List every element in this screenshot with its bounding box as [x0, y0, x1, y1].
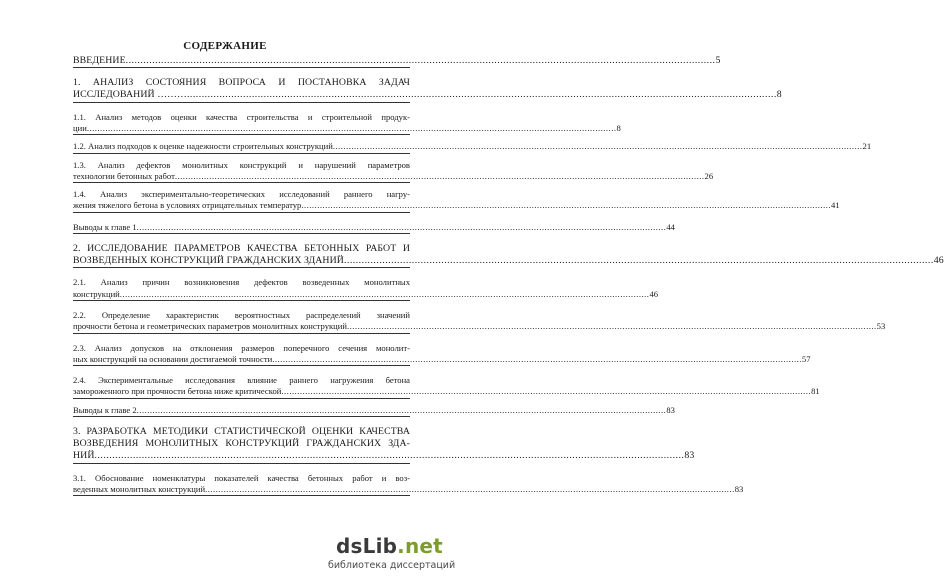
toc-entry-text: ИССЛЕДОВАНИЙ ……… — [73, 89, 187, 101]
toc-entry[interactable] — [73, 472, 744, 497]
toc-entry-text: технологии бетонных работ — [73, 170, 175, 181]
toc-leader-dots: ........................................................................................................................................................................................................ — [205, 483, 735, 494]
toc-page-number: 53 — [876, 321, 886, 332]
toc-entry-text: ных конструкций на основании достигаемой точности — [73, 353, 273, 364]
entry-spacer — [73, 234, 410, 243]
toc-entry[interactable] — [73, 277, 659, 301]
toc-entry-line — [73, 483, 744, 496]
toc-entry-line — [73, 122, 621, 135]
toc-entry-text: 2.3. Анализ допусков на отклонения размеров поперечного сечения монолит- — [73, 342, 410, 353]
toc-entry-text: 1.3. Анализ дефектов монолитных конструкций и нарушений параметров — [73, 159, 410, 170]
toc-entry[interactable] — [73, 404, 675, 417]
toc-entry[interactable] — [73, 55, 721, 68]
toc-entry-line — [73, 221, 675, 234]
toc-entry-text: прочности бетона и геометрических параметров монолитных конструкций — [73, 321, 347, 332]
toc-leader-dots: ........................................................................................................................................................................................................ — [136, 404, 667, 415]
toc-entry[interactable] — [73, 342, 811, 367]
toc-entry-line — [73, 404, 675, 417]
toc-entry-text: ции — [73, 122, 87, 133]
toc-entry-text: 1.4. Анализ экспериментально-теоретических исследований раннего нагру- — [73, 189, 410, 200]
toc-page-number: 46 — [649, 288, 659, 299]
toc-leader-dots: ........................................................................................................................................................................................................ — [119, 288, 650, 299]
toc-entry-text: ВОЗВЕДЕННЫХ КОНСТРУКЦИЙ ГРАЖДАНСКИХ ЗДАНИЙ — [73, 255, 344, 267]
toc-entry-text: жения тяжелого бетона в условиях отрицательных температур — [73, 200, 302, 211]
toc-entry-line — [73, 141, 872, 153]
toc-leader-dots: ........................................................................................................................................................................................................ — [125, 55, 716, 66]
toc-entry-line — [73, 288, 659, 301]
toc-entry-text: Выводы к главе 2 — [73, 404, 137, 415]
watermark-logo: dsLib.net — [336, 534, 443, 558]
toc-entry[interactable] — [73, 309, 886, 334]
page-title: СОДЕРЖАНИЕ — [183, 40, 267, 52]
toc-entry[interactable] — [73, 375, 820, 399]
toc-page-number: 8 — [776, 89, 782, 101]
toc-page-number: 26 — [704, 170, 714, 181]
entry-spacer — [73, 301, 410, 310]
toc-entry-text: 2.4. Экспериментальные исследования влияние раннего нагружения бетона — [73, 375, 410, 386]
toc-entry-line — [73, 170, 714, 183]
toc-page-number: 8 — [616, 122, 621, 133]
toc-entry-text: конструкций — [73, 288, 120, 299]
toc-leader-dots: ........................................................................................................................................................................................................ — [343, 255, 934, 267]
toc-entry-text: 2. ИССЛЕДОВАНИЕ ПАРАМЕТРОВ КАЧЕСТВА БЕТОННЫХ РАБОТ И — [73, 242, 410, 254]
toc-leader-dots: ........................................................................................................................................................................................................ — [332, 141, 863, 152]
entry-spacer — [73, 334, 410, 343]
toc-entry-line — [73, 450, 695, 463]
toc-leader-dots: ........................................................................................................................................................................................................ — [301, 200, 832, 211]
toc-page-number: 81 — [811, 386, 820, 397]
toc-page-number: 46 — [933, 255, 944, 267]
entry-spacer — [73, 366, 410, 375]
toc-leader-dots: ........................................................................................................................................................................................................ — [86, 122, 617, 133]
toc-page-number: 41 — [831, 200, 840, 211]
toc-entry-text: НИЙ — [73, 450, 95, 462]
toc-entry[interactable] — [73, 141, 872, 153]
toc-entry[interactable] — [73, 426, 695, 464]
toc-entry-text: веденных монолитных конструкций — [73, 483, 206, 494]
toc-page-number: 44 — [666, 221, 675, 232]
toc-entry-text: 2.2. Определение характеристик вероятностных распределений значений — [73, 309, 410, 320]
entry-spacer — [73, 213, 410, 222]
toc-entry-line — [73, 353, 811, 366]
toc-entry[interactable] — [73, 159, 714, 184]
toc-leader-dots: ........................................................................................................................................................................................................ — [281, 386, 812, 397]
entry-spacer — [73, 268, 410, 277]
toc-entry-line — [73, 89, 782, 102]
toc-entry[interactable] — [73, 221, 675, 234]
toc-page-number: 21 — [862, 141, 872, 152]
toc-page-number: 83 — [666, 404, 675, 415]
toc-entry-text: ВОЗВЕДЕНИЯ МОНОЛИТНЫХ КОНСТРУКЦИЙ ГРАЖДАНСКИХ ЗДА- — [73, 438, 410, 450]
entry-spacer — [73, 417, 410, 426]
table-of-contents — [73, 55, 944, 496]
toc-entry[interactable] — [73, 242, 944, 268]
entry-spacer — [73, 68, 410, 77]
toc-entry-text: Выводы к главе 1 — [73, 221, 137, 232]
entry-spacer — [73, 464, 410, 473]
toc-entry[interactable] — [73, 77, 782, 102]
toc-entry-text: 3. РАЗРАБОТКА МЕТОДИКИ СТАТИСТИЧЕСКОЙ ОЦЕНКИ КАЧЕСТВА — [73, 426, 410, 438]
toc-leader-dots: ........................................................................................................................................................................................................ — [174, 170, 705, 181]
toc-leader-dots: ........................................................................................................................................................................................................ — [346, 321, 877, 332]
toc-entry-line — [73, 321, 886, 333]
toc-entry[interactable] — [73, 189, 840, 213]
toc-page-number: 83 — [684, 450, 695, 462]
toc-entry-line — [73, 55, 721, 68]
toc-entry-line — [73, 255, 944, 268]
toc-leader-dots: ........................................................................................................................................................................................................ — [272, 353, 802, 364]
toc-entry-text: замороженного при прочности бетона ниже критической — [73, 386, 282, 397]
toc-leader-dots: ........................................................................................................................................................................................................ — [94, 450, 685, 462]
toc-leader-dots: ........................................................................................................................................................................................................ — [136, 221, 667, 232]
toc-entry-text: 3.1. Обоснование номенклатуры показателей качества бетонных работ и воз- — [73, 472, 410, 483]
toc-entry-line — [73, 200, 840, 212]
toc-entry-line — [73, 386, 820, 398]
entry-spacer — [73, 103, 410, 112]
toc-entry-text: 2.1. Анализ причин возникновения дефектов возведенных монолитных — [73, 277, 410, 288]
watermark-subtitle: библиотека диссертаций — [328, 560, 456, 571]
site-watermark[interactable] — [322, 534, 456, 574]
toc-leader-dots: ........................................................................................................................................................................................................ — [186, 89, 777, 101]
toc-entry-text: 1. АНАЛИЗ СОСТОЯНИЯ ВОПРОСА И ПОСТАНОВКА ЗАДАЧ — [73, 77, 410, 89]
toc-entry[interactable] — [73, 111, 621, 136]
toc-page-number: 57 — [801, 353, 811, 364]
toc-page-number: 83 — [734, 483, 744, 494]
toc-entry-text: 1.1. Анализ методов оценки качества строительства и строительной продук- — [73, 111, 410, 122]
toc-entry-text: 1.2. Анализ подходов к оценке надежности строительных конструкций — [73, 141, 333, 152]
toc-entry-text: ВВЕДЕНИЕ — [73, 55, 126, 66]
toc-page-number: 5 — [715, 55, 721, 66]
